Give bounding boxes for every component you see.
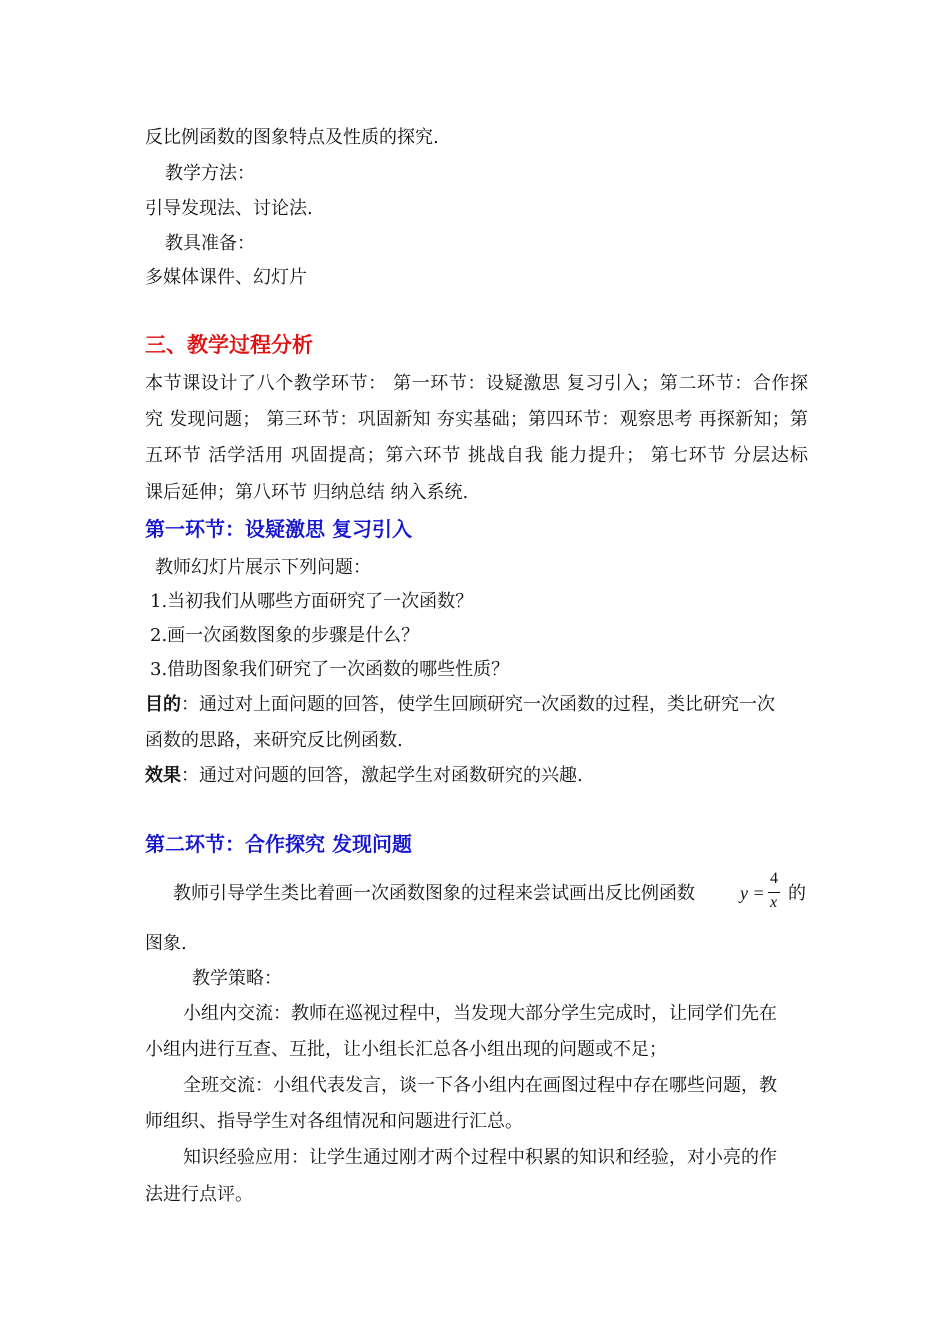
formula-y-equals-4-over-x	[736, 871, 786, 919]
topic-line: 反比例函数的图象特点及性质的探究.	[145, 127, 439, 148]
knowledge-apply-line-2: 法进行点评。	[145, 1184, 253, 1205]
step1-intro: 教师幻灯片展示下列问题：	[155, 557, 371, 578]
step1-heading: 第一环节：设疑激思 复习引入	[145, 517, 412, 541]
fraction-bar	[768, 892, 780, 893]
section3-line: 究 发现问题； 第三环节：巩固新知 夯实基础；第四环节：观察思考 再探新知；第	[145, 409, 808, 430]
methods-label: 教学方法：	[165, 163, 255, 184]
group-exchange-line-2: 小组内进行互查、互批，让小组长汇总各小组出现的问题或不足；	[145, 1039, 667, 1060]
step2-intro-line: 教师引导学生类比着画一次函数图象的过程来尝试画出反比例函数	[173, 883, 695, 904]
formula-lhs: y =	[740, 883, 765, 903]
question-item: 1.当初我们从哪些方面研究了一次函数？	[150, 591, 474, 612]
purpose-label: 目的	[145, 694, 181, 715]
section3-line: 五环节 活学活用 巩固提高；第六环节 挑战自我 能力提升； 第七环节 分层达标	[145, 445, 808, 466]
class-exchange-line-2: 师组织、指导学生对各组情况和问题进行汇总。	[145, 1111, 523, 1132]
step2-intro-tail: 的	[788, 883, 806, 904]
effect-text: ：通过对问题的回答，激起学生对函数研究的兴趣.	[181, 765, 583, 786]
methods-text: 引导发现法、讨论法.	[145, 198, 313, 219]
section3-line: 本节课设计了八个教学环节： 第一环节：设疑激思 复习引入；第二环节：合作探	[145, 373, 808, 394]
strategy-label: 教学策略：	[192, 968, 282, 989]
purpose-line	[145, 693, 775, 717]
purpose-line-2: 函数的思路，来研究反比例函数.	[145, 730, 403, 751]
tools-text: 多媒体课件、幻灯片	[145, 267, 307, 288]
effect-label: 效果	[145, 765, 181, 786]
effect-line	[145, 764, 583, 788]
formula-denominator: x	[770, 894, 778, 911]
section3-line: 课后延伸；第八环节 归纳总结 纳入系统.	[145, 482, 469, 503]
question-item: 3.借助图象我们研究了一次函数的哪些性质？	[150, 659, 510, 680]
tools-label: 教具准备：	[165, 233, 255, 254]
knowledge-apply-line: 知识经验应用：让学生通过刚才两个过程中积累的知识和经验，对小亮的作	[183, 1147, 777, 1168]
purpose-text: ：通过对上面问题的回答，使学生回顾研究一次函数的过程，类比研究一次	[181, 694, 775, 715]
step2-intro-line-2: 图象.	[145, 933, 187, 954]
class-exchange-line: 全班交流：小组代表发言，谈一下各小组内在画图过程中存在哪些问题，教	[183, 1075, 777, 1096]
step2-heading: 第二环节：合作探究 发现问题	[145, 832, 412, 856]
formula-numerator: 4	[770, 870, 778, 887]
section3-heading: 三、教学过程分析	[145, 333, 313, 357]
group-exchange-line: 小组内交流：教师在巡视过程中，当发现大部分学生完成时，让同学们先在	[183, 1003, 777, 1024]
question-item: 2.画一次函数图象的步骤是什么？	[150, 625, 420, 646]
